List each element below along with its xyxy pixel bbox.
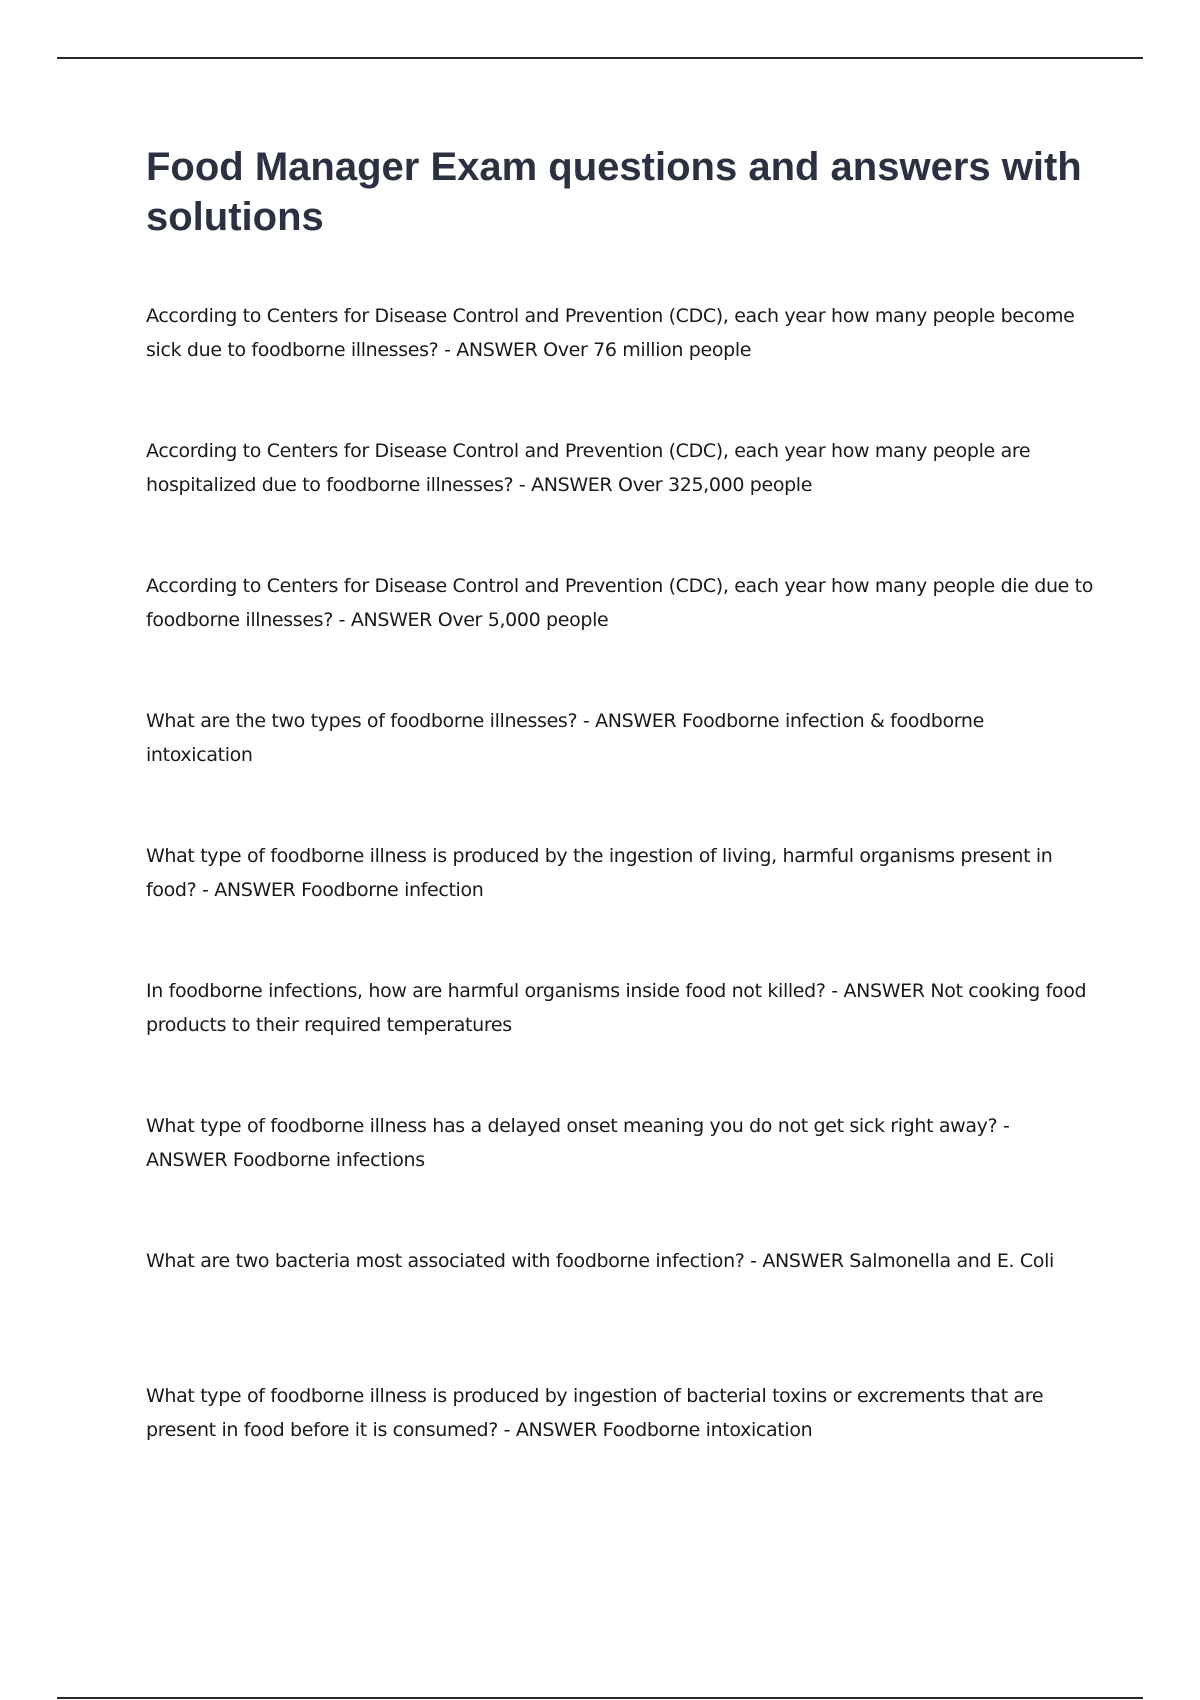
qa-item: What are two bacteria most associated with foodborne infection? - ANSWER Salmonella and E. Coli — [146, 1250, 1054, 1272]
bottom-rule — [57, 1697, 1143, 1699]
qa-item: In foodborne infections, how are harmful organisms inside food not killed? - ANSWER Not cooking food products to their required temperatures — [146, 980, 1087, 1036]
qa-item: What type of foodborne illness is produced by ingestion of bacterial toxins or excrements that are present in food before it is consumed? - ANSWER Foodborne intoxication — [146, 1385, 1044, 1441]
qa-item: What type of foodborne illness has a delayed onset meaning you do not get sick right away? - ANSWER Foodborne infections — [146, 1115, 1010, 1171]
qa-item: According to Centers for Disease Control and Prevention (CDC), each year how many people are hospitalized due to foodborne illnesses? - ANSWER Over 325,000 people — [146, 440, 1031, 496]
qa-item: According to Centers for Disease Control and Prevention (CDC), each year how many people become sick due to foodborne illnesses? - ANSWER Over 76 million people — [146, 305, 1075, 361]
qa-item: According to Centers for Disease Control and Prevention (CDC), each year how many people die due to foodborne illnesses? - ANSWER Over 5,000 people — [146, 575, 1094, 631]
document-body — [146, 142, 1096, 1447]
qa-list — [146, 299, 1096, 1447]
qa-item: What are the two types of foodborne illnesses? - ANSWER Foodborne infection & foodborne intoxication — [146, 710, 984, 766]
top-rule — [57, 57, 1143, 59]
document-title: Food Manager Exam questions and answers with solutions — [146, 145, 1082, 239]
qa-item: What type of foodborne illness is produced by the ingestion of living, harmful organisms present in food? - ANSWER Foodborne infection — [146, 845, 1053, 901]
